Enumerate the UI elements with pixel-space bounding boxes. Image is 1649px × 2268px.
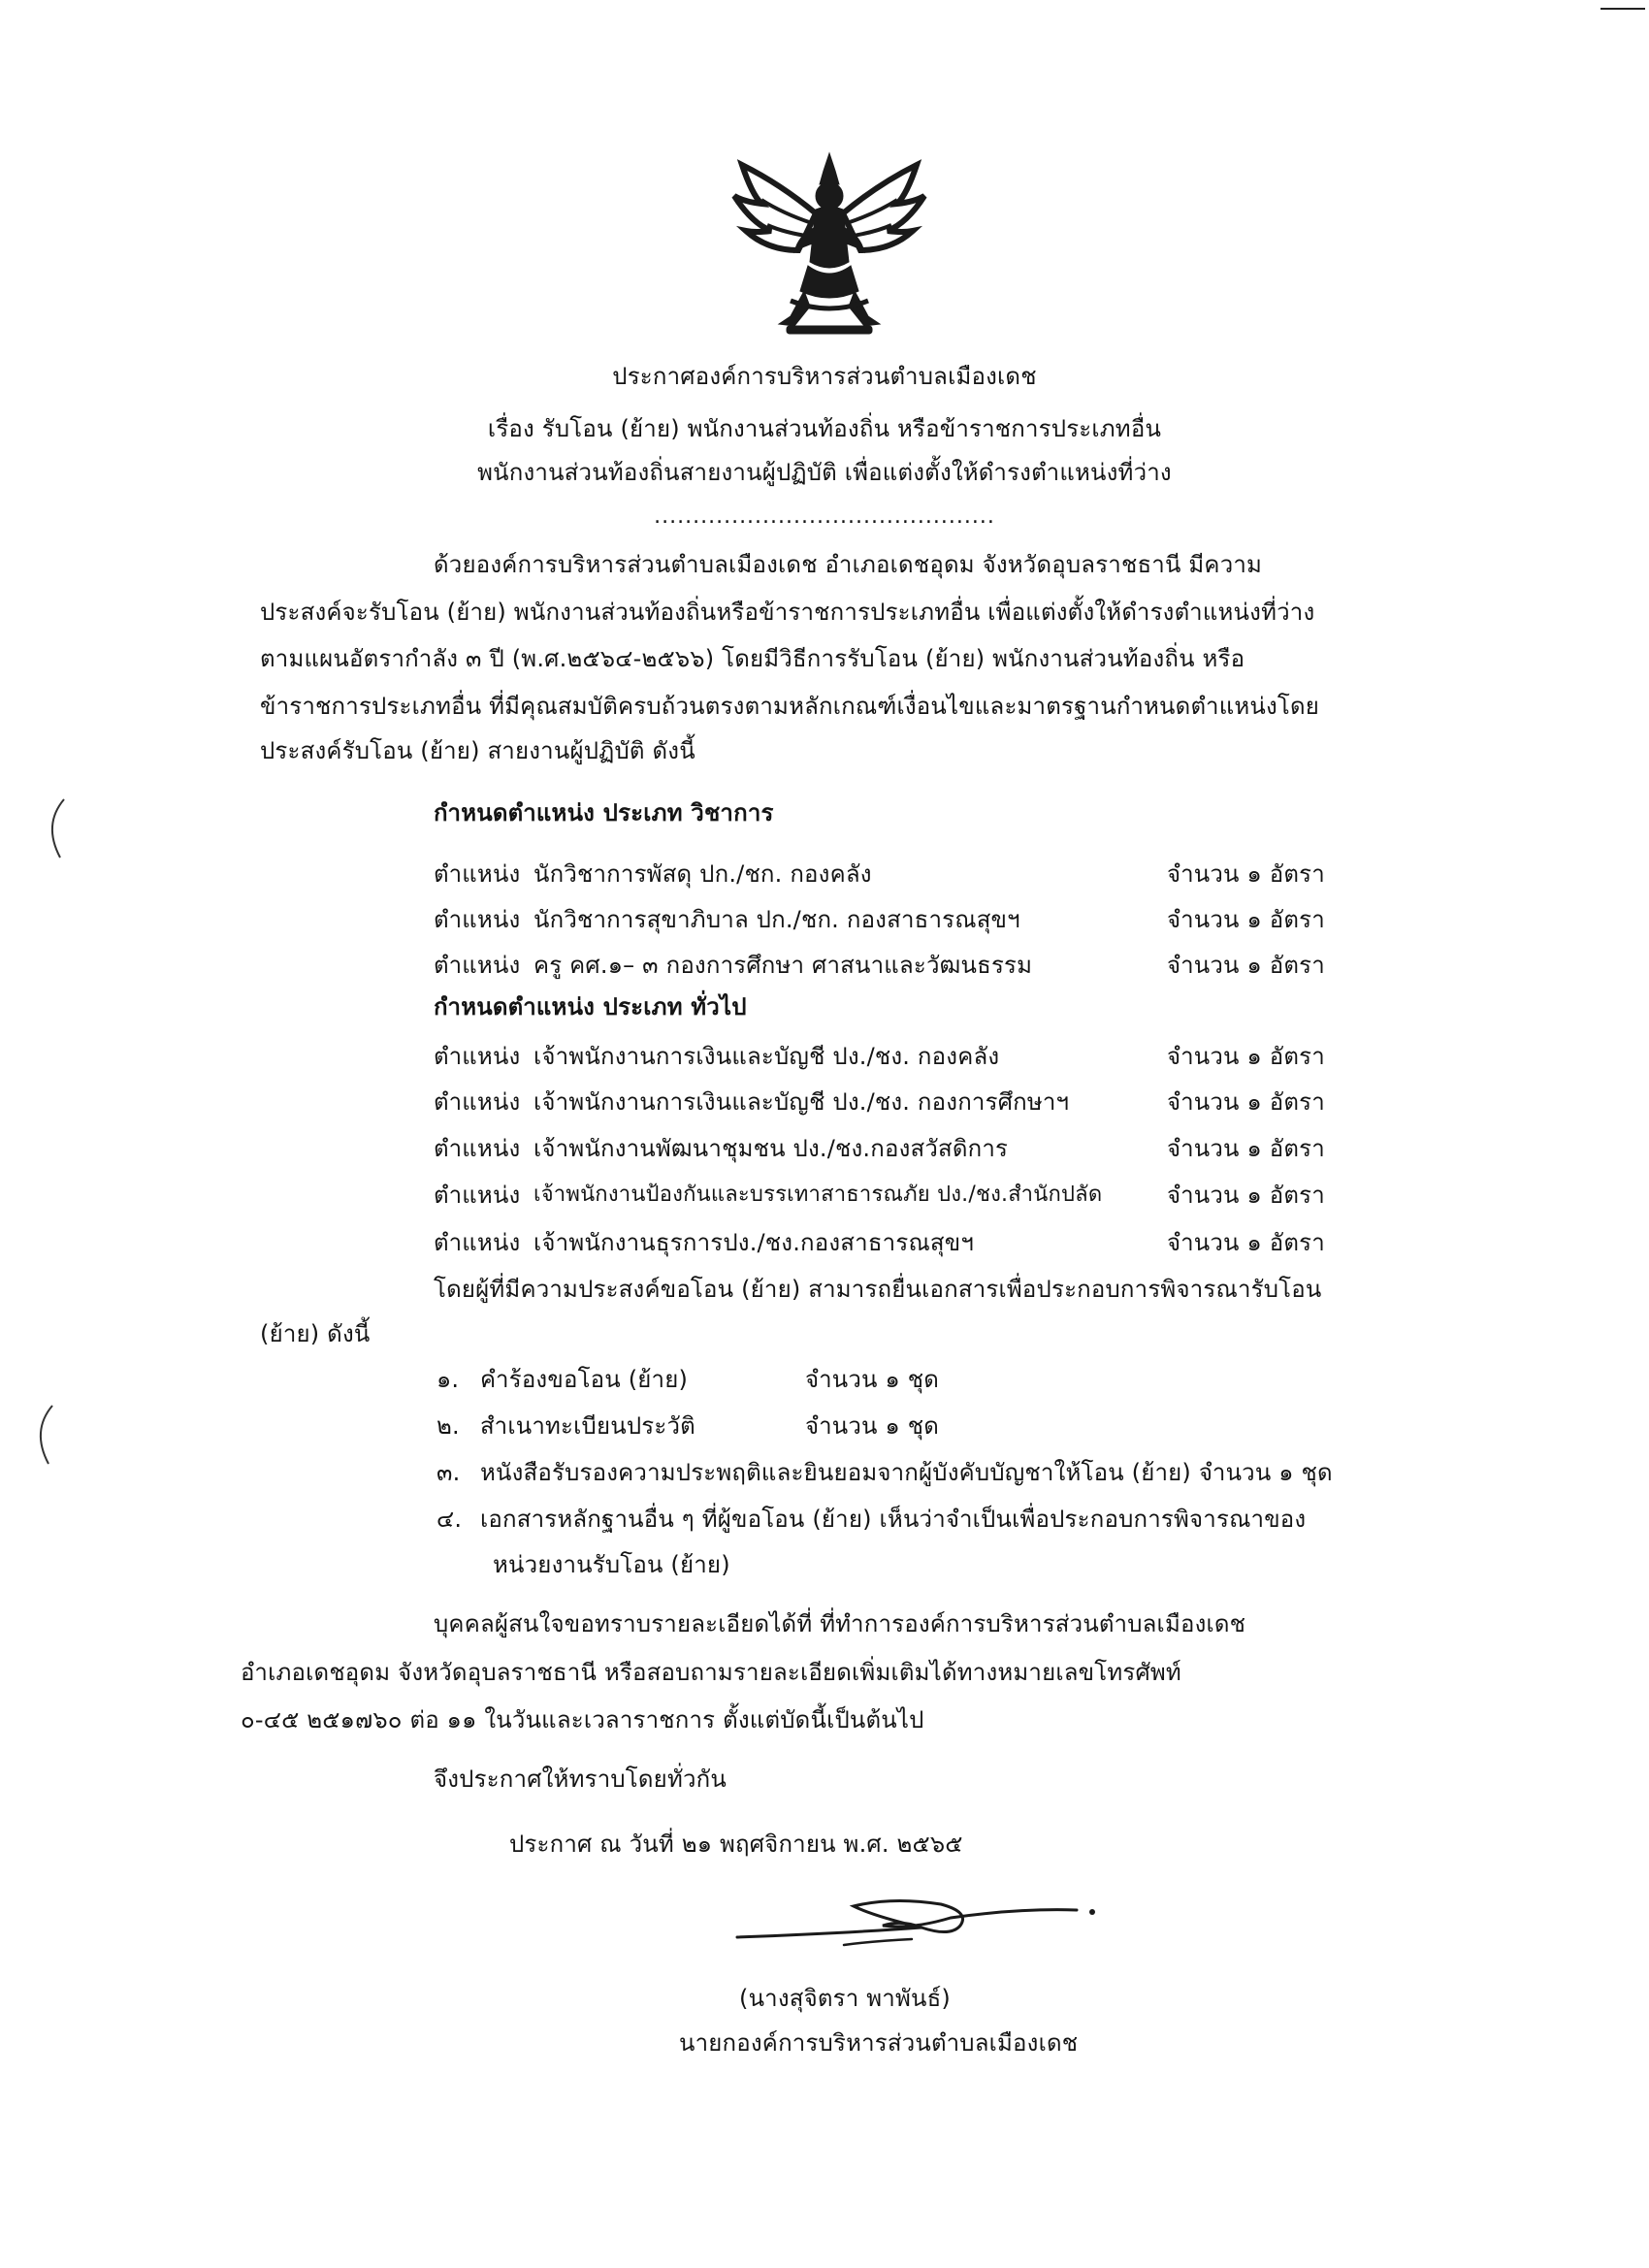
announcement-title: ประกาศองค์การบริหารส่วนตำบลเมืองเดช [612, 363, 1037, 390]
position-label: ตำแหน่ง [434, 1182, 521, 1209]
intro-line-2: ประสงค์จะรับโอน (ย้าย) พนักงานส่วนท้องถิ่นหรือข้าราชการประเภทอื่น เพื่อแต่งตั้งให้ดำรงตำแหน่งที่ว่าง [260, 599, 1315, 626]
intro-line-4: ข้าราชการประเภทอื่น ที่มีคุณสมบัติครบถ้วนตรงตามหลักเกณฑ์เงื่อนไขและมาตรฐานกำหนดตำแหน่งโดย [260, 693, 1320, 720]
list-item-text: เอกสารหลักฐานอื่น ๆ ที่ผู้ขอโอน (ย้าย) เห็นว่าจำเป็นเพื่อประกอบการพิจารณาของ [480, 1506, 1307, 1533]
position-title: ครู คศ.๑– ๓ กองการศึกษา ศาสนาและวัฒนธรรม [534, 952, 1033, 979]
separator-dots: ............................................ [654, 504, 995, 529]
signature-image-icon [728, 1877, 1116, 1955]
position-title: นักวิชาการพัสดุ ปก./ชก. กองคลัง [534, 860, 872, 888]
section-heading-general: กำหนดตำแหน่ง ประเภท ทั่วไป [434, 993, 747, 1021]
position-count: จำนวน ๑ อัตรา [1167, 1182, 1325, 1209]
list-item-text: คำร้องขอโอน (ย้าย) [480, 1366, 689, 1393]
list-item-text: สำเนาทะเบียนประวัติ [480, 1412, 695, 1440]
signatory-name: (นางสุจิตรา พาพันธ์) [739, 1985, 951, 2012]
contact-line-3: ๐-๔๕ ๒๕๑๗๖๐ ต่อ ๑๑ ในวันและเวลาราชการ ตั้งแต่บัดนี้เป็นต้นไป [241, 1706, 924, 1733]
position-title: เจ้าพนักงานการเงินและบัญชี ปง./ชง. กองการศึกษาฯ [534, 1088, 1070, 1116]
closing-announcement: จึงประกาศให้ทราบโดยทั่วกัน [434, 1766, 727, 1793]
contact-line-2: อำเภอเดชอุดม จังหวัดอุบลราชธานี หรือสอบถามรายละเอียดเพิ่มเติมได้ทางหมายเลขโทรศัพท์ [241, 1659, 1181, 1686]
intro-line-5: ประสงค์รับโอน (ย้าย) สายงานผู้ปฏิบัติ ดังนี้ [260, 737, 695, 764]
position-label: ตำแหน่ง [434, 906, 521, 933]
list-item-qty: จำนวน ๑ ชุด [805, 1412, 939, 1440]
documents-intro-cont: (ย้าย) ดังนี้ [260, 1320, 371, 1347]
position-title: เจ้าพนักงานพัฒนาชุมชน ปง./ชง.กองสวัสดิการ [534, 1135, 1009, 1162]
position-label: ตำแหน่ง [434, 1043, 521, 1070]
signatory-position: นายกองค์การบริหารส่วนตำบลเมืองเดช [679, 2029, 1079, 2057]
subject-line-2: พนักงานส่วนท้องถิ่นสายงานผู้ปฏิบัติ เพื่อแต่งตั้งให้ดำรงตำแหน่งที่ว่าง [477, 459, 1172, 486]
position-count: จำนวน ๑ อัตรา [1167, 1135, 1325, 1162]
scan-mark-icon [27, 1402, 56, 1470]
position-title: เจ้าพนักงานธุรการปง./ชง.กองสาธารณสุขฯ [534, 1229, 975, 1256]
intro-line-3: ตามแผนอัตรากำลัง ๓ ปี (พ.ศ.๒๕๖๔-๒๕๖๖) โดยมีวิธีการรับโอน (ย้าย) พนักงานส่วนท้องถิ่น หรือ [260, 645, 1245, 672]
list-item-number: ๒. [436, 1412, 460, 1440]
position-count: จำนวน ๑ อัตรา [1167, 952, 1325, 979]
position-title: นักวิชาการสุขาภิบาล ปก./ชก. กองสาธารณสุขฯ [534, 906, 1020, 933]
subject-line: เรื่อง รับโอน (ย้าย) พนักงานส่วนท้องถิ่น หรือข้าราชการประเภทอื่น [487, 415, 1162, 442]
list-item-number: ๔. [436, 1506, 463, 1533]
position-count: จำนวน ๑ อัตรา [1167, 1229, 1325, 1256]
position-label: ตำแหน่ง [434, 1088, 521, 1116]
garuda-emblem-icon [723, 146, 936, 340]
announcement-date: ประกาศ ณ วันที่ ๒๑ พฤศจิกายน พ.ศ. ๒๕๖๕ [509, 1831, 963, 1858]
intro-line-1: ด้วยองค์การบริหารส่วนตำบลเมืองเดช อำเภอเดชอุดม จังหวัดอุบลราชธานี มีความ [434, 551, 1263, 578]
documents-intro: โดยผู้ที่มีความประสงค์ขอโอน (ย้าย) สามารถยื่นเอกสารเพื่อประกอบการพิจารณารับโอน [434, 1276, 1322, 1303]
scan-line-mark [1600, 8, 1645, 10]
position-title: เจ้าพนักงานการเงินและบัญชี ปง./ชง. กองคลัง [534, 1043, 1000, 1070]
position-label: ตำแหน่ง [434, 1135, 521, 1162]
list-item-number: ๓. [436, 1459, 461, 1486]
list-item-text: หนังสือรับรองความประพฤติและยินยอมจากผู้บังคับบัญชาให้โอน (ย้าย) จำนวน ๑ ชุด [480, 1459, 1333, 1486]
position-label: ตำแหน่ง [434, 1229, 521, 1256]
list-item-number: ๑. [436, 1366, 460, 1393]
position-count: จำนวน ๑ อัตรา [1167, 1088, 1325, 1116]
position-count: จำนวน ๑ อัตรา [1167, 906, 1325, 933]
contact-line-1: บุคคลผู้สนใจขอทราบรายละเอียดได้ที่ ที่ทำการองค์การบริหารส่วนตำบลเมืองเดช [434, 1610, 1246, 1637]
list-item-continuation: หน่วยงานรับโอน (ย้าย) [493, 1551, 730, 1578]
position-label: ตำแหน่ง [434, 952, 521, 979]
scan-mark-icon [39, 795, 68, 863]
list-item-qty: จำนวน ๑ ชุด [805, 1366, 939, 1393]
section-heading-academic: กำหนดตำแหน่ง ประเภท วิชาการ [434, 799, 774, 826]
position-label: ตำแหน่ง [434, 860, 521, 888]
position-title: เจ้าพนักงานป้องกันและบรรเทาสาธารณภัย ปง./ชง.สำนักปลัด [534, 1183, 1103, 1207]
position-count: จำนวน ๑ อัตรา [1167, 860, 1325, 888]
position-count: จำนวน ๑ อัตรา [1167, 1043, 1325, 1070]
